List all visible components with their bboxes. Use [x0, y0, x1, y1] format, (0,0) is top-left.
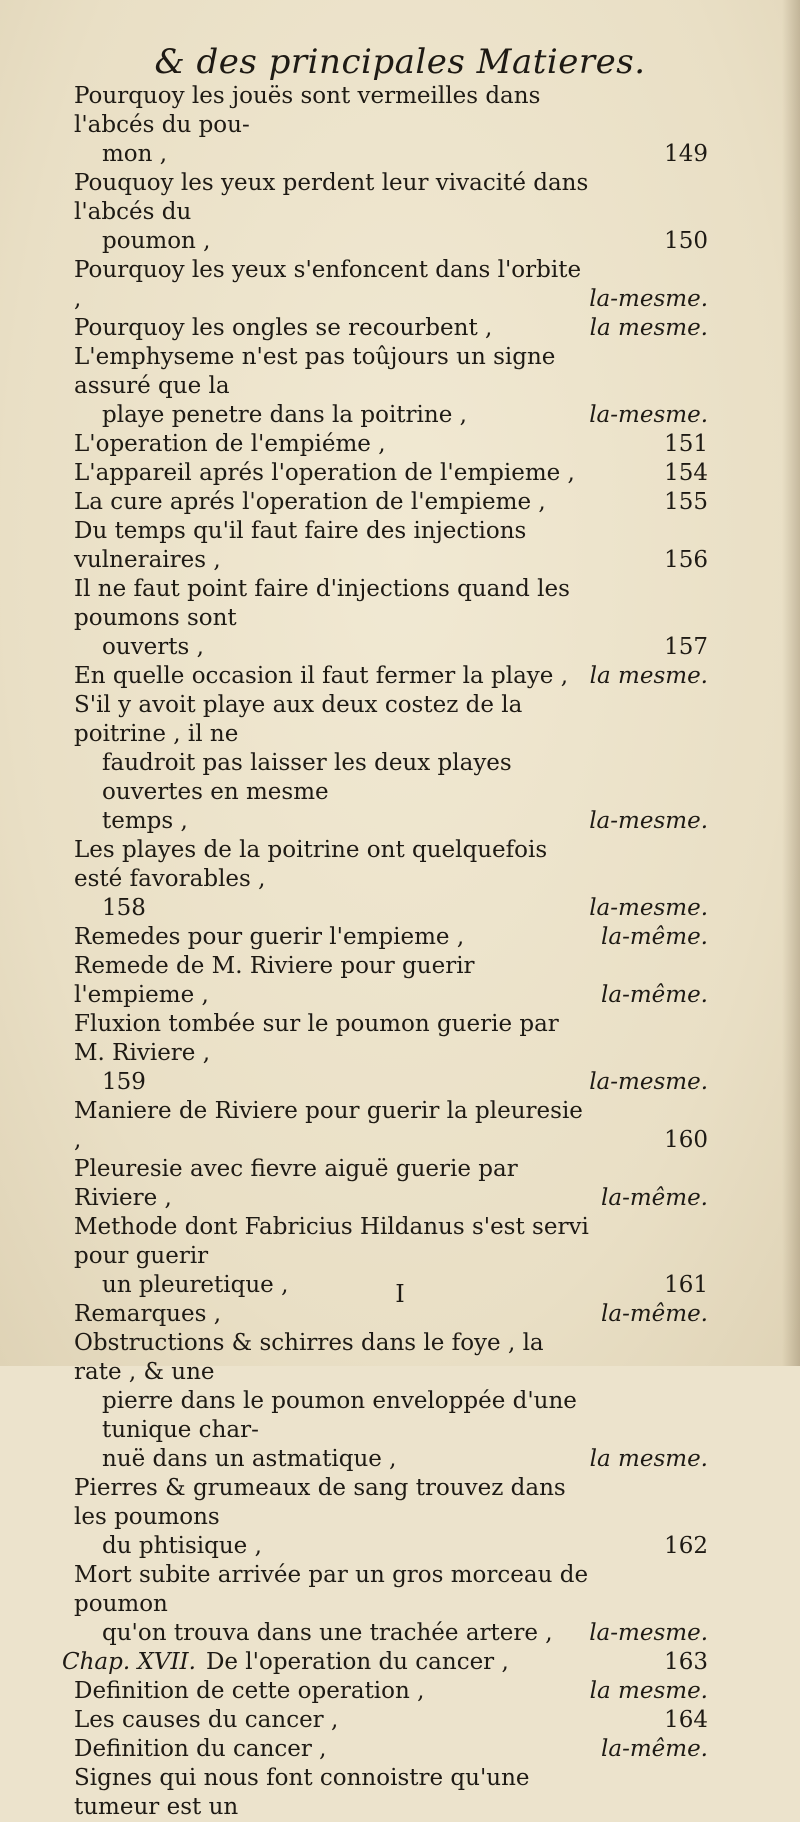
entry-text [74, 1329, 708, 1387]
page-reference: 154 [664, 460, 708, 486]
entry-line: Du temps qu'il faut faire des injections vulneraires , [74, 518, 527, 573]
entry-text [74, 1213, 708, 1271]
page-reference: la-même. [601, 982, 708, 1008]
entry-line: Pourquoy les ongles se recourbent , [74, 315, 493, 341]
entry-continuation: nuë dans un astmatique , [102, 1446, 397, 1472]
index-entry [74, 1329, 708, 1474]
entry-text [74, 1764, 708, 1822]
entry-text [74, 488, 708, 517]
index-entry [74, 1010, 708, 1097]
entry-line: Signes qui nous font connoistre qu'une tumeur est un [74, 1765, 530, 1820]
entry-continuation: poumon , [102, 228, 211, 254]
index-entry [74, 575, 708, 662]
entry-text [74, 82, 708, 140]
entry-continuation: faudroit pas laisser les deux playes ouvertes en mesme [102, 750, 512, 805]
index-entry [74, 256, 708, 314]
index-entry [74, 923, 708, 952]
entry-text [74, 691, 708, 749]
entry-continuation: ouverts , [102, 634, 204, 660]
index-entry [74, 1706, 708, 1735]
entry-line: Pourquoy les jouës sont vermeilles dans l'abcés du pou- [74, 83, 541, 138]
entry-line: Les playes de la poitrine ont quelquefois esté favorables , [74, 837, 548, 892]
index-entry [74, 517, 708, 575]
entry-line: Remarques , [74, 1301, 222, 1327]
entry-line: La cure aprés l'operation de l'empieme , [74, 489, 546, 515]
entry-line: Fluxion tombée sur le poumon guerie par M. Riviere , [74, 1011, 559, 1066]
page-reference: la mesme. [589, 1446, 708, 1472]
entry-line: Pierres & grumeaux de sang trouvez dans les poumons [74, 1475, 566, 1530]
index-entry [74, 836, 708, 923]
index-entry [74, 82, 708, 169]
entry-text [74, 343, 708, 401]
page-reference: la-mesme. [589, 286, 708, 312]
entry-line: L'operation de l'empiéme , [74, 431, 386, 457]
page-header: & des principales Matieres. [154, 42, 646, 82]
entry-line: Remedes pour guerir l'empieme , [74, 924, 465, 950]
entry-line: Pouquoy les yeux perdent leur vivacité dans l'abcés du [74, 170, 589, 225]
index-entry [74, 1561, 708, 1648]
entry-line: Maniere de Riviere pour guerir la pleuresie , [74, 1098, 583, 1153]
entry-continuation: mon , [102, 141, 168, 167]
page-gutter-shadow [782, 0, 800, 1366]
page-reference: 149 [664, 141, 708, 167]
page-reference: la-même. [601, 1736, 708, 1762]
page-reference: la mesme. [589, 663, 708, 689]
entry-line: Definition de cette operation , [74, 1678, 425, 1704]
entry-line: Il ne faut point faire d'injections quand les poumons sont [74, 576, 570, 631]
index-entry [74, 691, 708, 836]
chapter-label: Chap. XVII. [62, 1649, 196, 1675]
entry-line: Les causes du cancer , [74, 1707, 339, 1733]
index-entry [74, 314, 708, 343]
page-reference: la-même. [601, 1185, 708, 1211]
entry-continuation: pierre dans le poumon enveloppée d'une tunique char- [102, 1388, 577, 1443]
page-reference: 163 [664, 1649, 708, 1675]
entry-continuation: un pleuretique , [102, 1272, 289, 1298]
chapter-entry [62, 1648, 708, 1677]
page-reference: 150 [664, 228, 708, 254]
entry-line: Pleuresie avec fievre aiguë guerie par Riviere , [74, 1156, 518, 1211]
page-reference: 160 [664, 1127, 708, 1153]
page-reference: la-même. [601, 924, 708, 950]
index-entry [74, 343, 708, 430]
index-entry [74, 1735, 708, 1764]
entry-line: L'appareil aprés l'operation de l'empieme , [74, 460, 575, 486]
entry-line: De l'operation du cancer , [205, 1649, 509, 1675]
entry-line: Obstructions & schirres dans le foye , la rate , & une [74, 1330, 544, 1385]
page-reference: la-mesme. [589, 1620, 708, 1646]
entry-continuation: temps , [102, 808, 188, 834]
entry-text [74, 1706, 708, 1735]
entry-text [74, 430, 708, 459]
entry-continuation: 159 [102, 1069, 146, 1095]
entry-text [74, 575, 708, 633]
entry-text [74, 459, 708, 488]
entry-line: S'il y avoit playe aux deux costez de la poitrine , il ne [74, 692, 523, 747]
entry-text [74, 1561, 708, 1619]
index-entry [74, 459, 708, 488]
entry-text [62, 1648, 708, 1677]
page-reference: la-mesme. [589, 402, 708, 428]
index-entry [74, 952, 708, 1010]
entry-text [74, 1474, 708, 1532]
entry-line: Remede de M. Riviere pour guerir l'empieme , [74, 953, 475, 1008]
index-entries [62, 82, 708, 1822]
index-entry [74, 1155, 708, 1213]
entry-text [74, 517, 708, 575]
page-reference: la mesme. [589, 315, 708, 341]
page-reference: la-mesme. [589, 895, 708, 921]
page-reference: la mesme. [589, 1678, 708, 1704]
entry-line: En quelle occasion il faut fermer la playe , [74, 663, 569, 689]
page-reference: 157 [664, 634, 708, 660]
index-entry [74, 488, 708, 517]
entry-continuation: qu'on trouva dans une trachée artere , [102, 1620, 553, 1646]
index-entry [74, 662, 708, 691]
page-reference: la-même. [601, 1301, 708, 1327]
page-reference: 155 [664, 489, 708, 515]
entry-text [74, 1010, 708, 1068]
page-reference: 162 [664, 1533, 708, 1559]
entry-text [74, 1097, 708, 1155]
entry-text [74, 836, 708, 894]
entry-line: Pourquoy les yeux s'enfoncent dans l'orbite , [74, 257, 582, 312]
index-entry [74, 1097, 708, 1155]
index-entry [74, 1474, 708, 1561]
index-entry [74, 169, 708, 256]
entry-continuation: 158 [102, 895, 146, 921]
entry-line: Definition du cancer , [74, 1736, 327, 1762]
page-reference: 164 [664, 1707, 708, 1733]
signature-mark: I [395, 1280, 405, 1308]
entry-line: Methode dont Fabricius Hildanus s'est servi pour guerir [74, 1214, 589, 1269]
index-entry [74, 1764, 708, 1822]
page-reference: la-mesme. [589, 1069, 708, 1095]
index-entry [74, 430, 708, 459]
entry-line: L'emphyseme n'est pas toûjours un signe assuré que la [74, 344, 556, 399]
entry-continuation: playe penetre dans la poitrine , [102, 402, 467, 428]
page-reference: 156 [664, 547, 708, 573]
page-reference: 161 [664, 1272, 708, 1298]
index-entry [74, 1677, 708, 1706]
page-reference: 151 [664, 431, 708, 457]
entry-text [74, 169, 708, 227]
page-reference: la-mesme. [589, 808, 708, 834]
entry-line: Mort subite arrivée par un gros morceau de poumon [74, 1562, 589, 1617]
entry-continuation: du phtisique , [102, 1533, 262, 1559]
